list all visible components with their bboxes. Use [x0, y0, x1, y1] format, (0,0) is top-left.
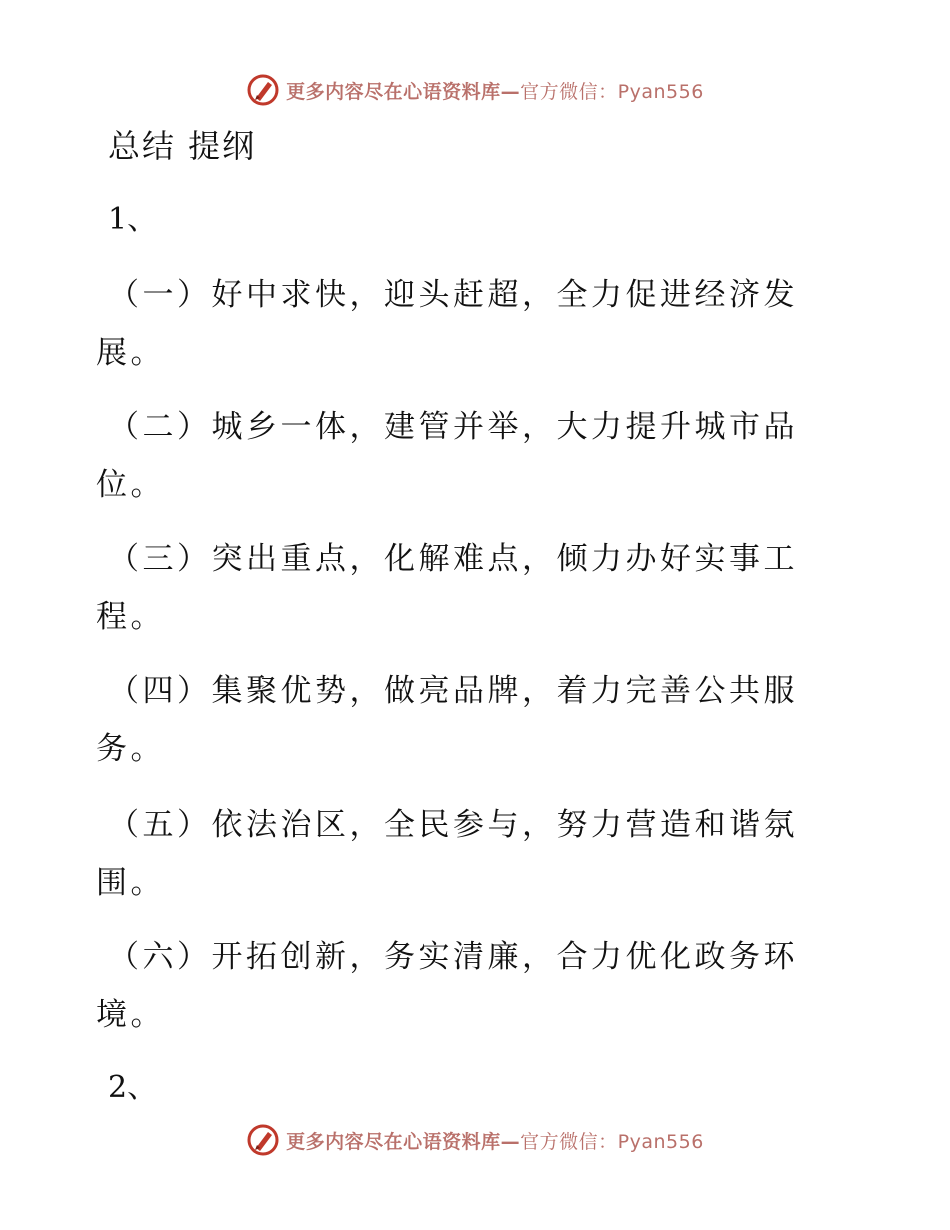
pen-logo-icon	[246, 1123, 280, 1157]
watermark-text: 更多内容尽在心语资料库—官方微信：Pyan556	[286, 1130, 704, 1153]
watermark-banner-bottom	[0, 1120, 950, 1160]
pen-logo-icon	[246, 73, 280, 107]
list-item: （四）集聚优势，做亮品牌，着力完善公共服务。	[96, 673, 798, 767]
list-item: （五）依法治区，全民参与，努力营造和谐氛围。	[96, 807, 798, 901]
list-item: （六）开拓创新，务实清廉，合力优化政务环境。	[96, 939, 798, 1033]
list-item: （三）突出重点，化解难点，倾力办好实事工程。	[96, 541, 798, 635]
list-item: （二）城乡一体，建管并举，大力提升城市品位。	[96, 409, 798, 503]
section-number: 2、	[108, 1070, 158, 1105]
list-item: （一）好中求快，迎头赶超，全力促进经济发展。	[96, 277, 798, 371]
watermark-text: 更多内容尽在心语资料库—官方微信：Pyan556	[286, 80, 704, 103]
document-title: 总结 提纲	[108, 127, 257, 165]
watermark-banner-top	[0, 70, 950, 110]
section-number: 1、	[108, 202, 158, 237]
